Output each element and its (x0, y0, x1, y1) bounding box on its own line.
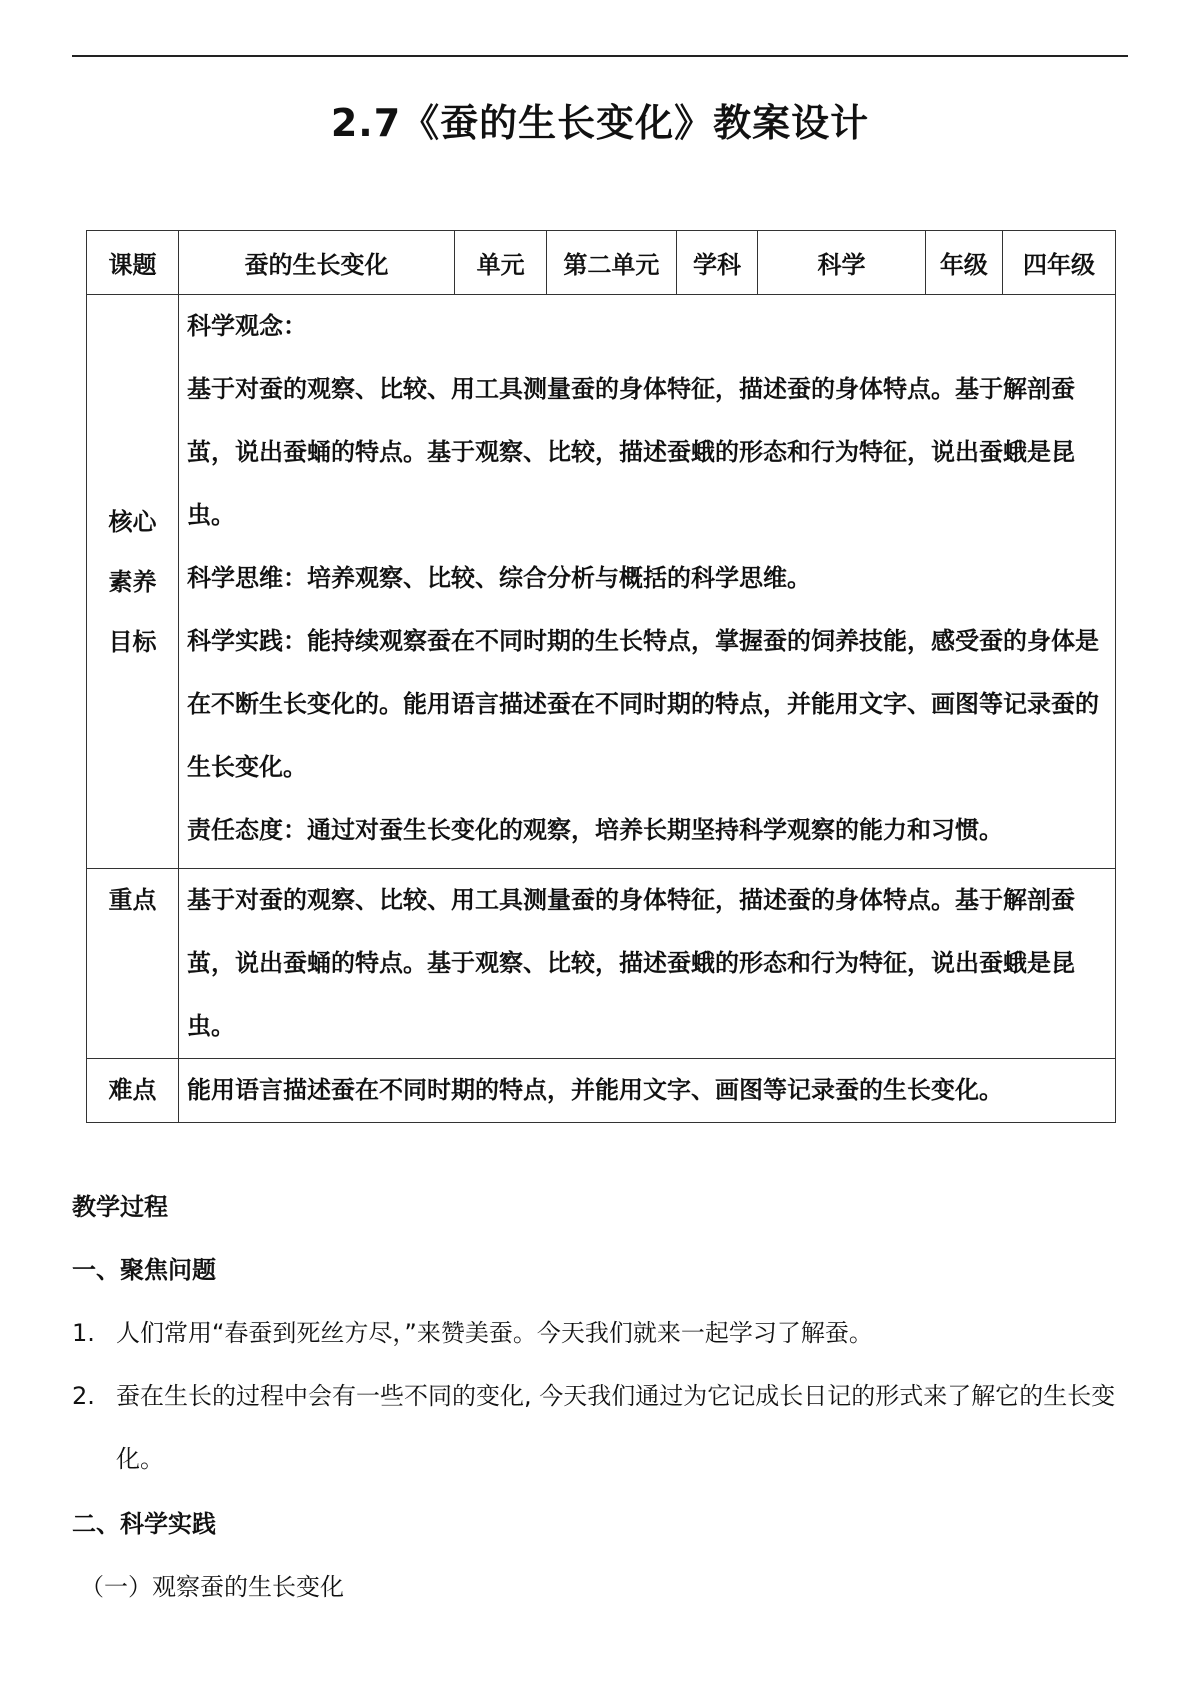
header-cell-topic-value: 蚕的生长变化 (179, 231, 455, 295)
core-label-line-3: 目标 (108, 627, 157, 656)
key-points-text: 基于对蚕的观察、比较、用工具测量蚕的身体特征，描述蚕的身体特点。基于解剖蚕茧，说出蚕蛹的特点。基于观察、比较，描述蚕蛾的形态和行为特征，说出蚕蛾是昆虫。 (179, 869, 1116, 1059)
header-cell-topic-label: 课题 (87, 231, 179, 295)
key-points-row (87, 869, 1116, 1059)
list-item-number: 2. (72, 1382, 95, 1410)
difficulty-text: 能用语言描述蚕在不同时期的特点，并能用文字、画图等记录蚕的生长变化。 (179, 1059, 1116, 1123)
key-points-label: 重点 (87, 869, 179, 1059)
header-cell-grade-label: 年级 (925, 231, 1002, 295)
list-item-text: 人们常用“春蚕到死丝方尽，”来赞美蚕。今天我们就来一起学习了解蚕。 (116, 1319, 873, 1347)
list-item (72, 1302, 1132, 1365)
header-cell-grade-value: 四年级 (1003, 231, 1116, 295)
header-cell-unit-value: 第二单元 (547, 231, 677, 295)
header-cell-subject-label: 学科 (676, 231, 758, 295)
core-goals-label (87, 295, 179, 869)
table-header-row (87, 231, 1116, 295)
core-goals-row (87, 295, 1116, 869)
top-rule (72, 55, 1128, 57)
section-science-practice: 二、科学实践 (72, 1510, 216, 1538)
core-goals-text (179, 295, 1116, 869)
difficulty-row (87, 1059, 1116, 1123)
list-item (72, 1365, 1132, 1491)
core-paragraph: 责任态度：通过对蚕生长变化的观察，培养长期坚持科学观察的能力和习惯。 (187, 816, 1004, 844)
header-cell-subject-value: 科学 (758, 231, 925, 295)
section-focus-question: 一、聚焦问题 (72, 1256, 216, 1284)
core-paragraph: 科学思维：培养观察、比较、综合分析与概括的科学思维。 (187, 564, 812, 592)
core-label-line-1: 核心 (108, 507, 157, 536)
core-paragraph: 科学观念： (187, 312, 308, 340)
process-heading: 教学过程 (72, 1193, 168, 1221)
list-item-number: 1. (72, 1319, 95, 1347)
core-label-line-2: 素养 (108, 567, 157, 596)
lesson-info-table (86, 230, 1116, 1123)
header-cell-unit-label: 单元 (455, 231, 547, 295)
core-paragraph: 基于对蚕的观察、比较、用工具测量蚕的身体特征，描述蚕的身体特点。基于解剖蚕茧，说出蚕蛹的特点。基于观察、比较，描述蚕蛾的形态和行为特征，说出蚕蛾是昆虫。 (187, 375, 1076, 529)
document-title: 2.7《蚕的生长变化》教案设计 (330, 101, 870, 145)
list-item-text: 蚕在生长的过程中会有一些不同的变化, 今天我们通过为它记成长日记的形式来了解它的生长变化。 (116, 1382, 1116, 1473)
core-paragraph: 科学实践：能持续观察蚕在不同时期的生长特点，掌握蚕的饲养技能，感受蚕的身体是在不断生长变化的。能用语言描述蚕在不同时期的特点，并能用文字、画图等记录蚕的生长变化。 (187, 627, 1100, 781)
subsection-observe-growth: （一）观察蚕的生长变化 (80, 1573, 344, 1601)
difficulty-label: 难点 (87, 1059, 179, 1123)
